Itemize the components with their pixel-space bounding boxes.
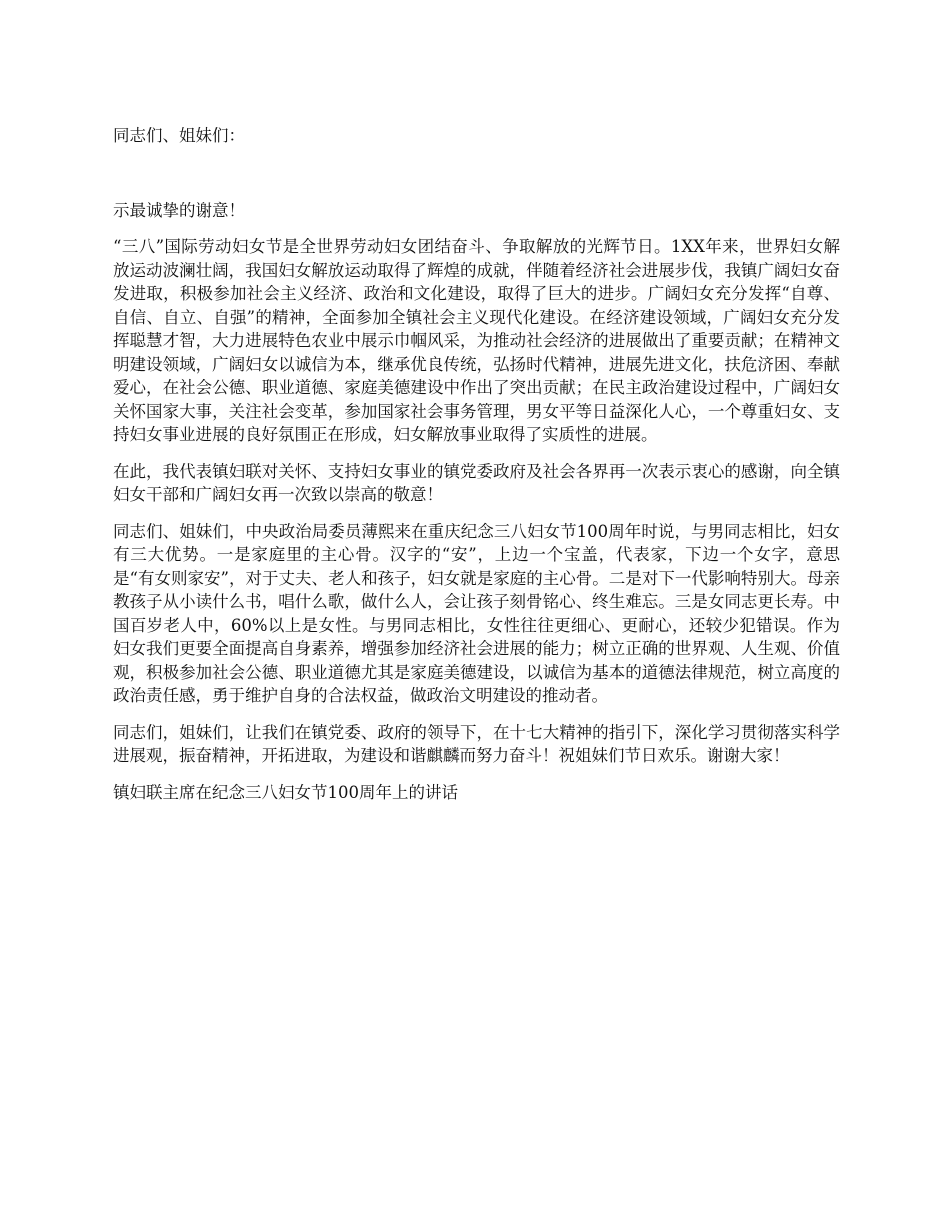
thanks-line: 示最诚挚的谢意！	[113, 200, 245, 220]
greeting-line: 同志们、姐妹们：	[113, 126, 245, 145]
closing-title: 镇妇联主席在纪念三八妇女节100周年上的讲话	[113, 782, 458, 802]
paragraph-closing-call: 同志们，姐妹们，让我们在镇党委、政府的领导下，在十七大精神的指引下，深化学习贯彻落实科学进展观，振奋精神，开拓进取，为建设和谐麒麟而努力奋斗！祝姐妹们节日欢乐。谢谢大家！	[113, 722, 840, 765]
paragraph-advantages: 同志们、姐妹们，中央政治局委员薄熙来在重庆纪念三八妇女节100周年时说，与男同志相比，妇女有三大优势。一是家庭里的主心骨。汉字的“安”，上边一个宝盖，代表家，下边一个女字，意思是“有女则家安”，对于丈夫、老人和孩子，妇女就是家庭的主心骨。二是对下一代影响特别大。母亲教孩子从小读什么书，唱什么歌，做什么人，会让孩子刻骨铭心、终生难忘。三是女同志更长寿。中国百岁老人中，60%以上是女性。与男同志相比，女性往往更细心、更耐心，还较少犯错误。作为妇女我们更要全面提高自身素养，增强参加经济社会进展的能力；树立正确的世界观、人生观、价值观，积极参加社会公德、职业道德尤其是家庭美德建设，以诚信为基本的道德法律规范，树立高度的政治责任感，勇于维护自身的合法权益，做政治文明建设的推动者。	[113, 521, 840, 705]
document-body	[113, 124, 840, 817]
paragraph-gratitude: 在此，我代表镇妇联对关怀、支持妇女事业的镇党委政府及社会各界再一次表示衷心的感谢，向全镇妇女干部和广阔妇女再一次致以崇高的敬意！	[113, 461, 840, 504]
blank-gap	[113, 161, 840, 199]
paragraph-festival: “三八”国际劳动妇女节是全世界劳动妇女团结奋斗、争取解放的光辉节日。1XX年来，世界妇女解放运动波澜壮阔，我国妇女解放运动取得了辉煌的成就，伴随着经济社会进展步伐，我镇广阔妇女奋发进取，积极参加社会主义经济、政治和文化建设，取得了巨大的进步。广阔妇女充分发挥“自尊、自信、自立、自强”的精神，全面参加全镇社会主义现代化建设。在经济建设领域，广阔妇女充分发挥聪慧才智，大力进展特色农业中展示巾帼风采，为推动社会经济的进展做出了重要贡献；在精神文明建设领域，广阔妇女以诚信为本，继承优良传统，弘扬时代精神，进展先进文化，扶危济困、奉献爱心，在社会公德、职业道德、家庭美德建设中作出了突出贡献；在民主政治建设过程中，广阔妇女关怀国家大事，关注社会变革，参加国家社会事务管理，男女平等日益深化人心，一个尊重妇女、支持妇女事业进展的良好氛围正在形成，妇女解放事业取得了实质性的进展。	[113, 237, 840, 444]
